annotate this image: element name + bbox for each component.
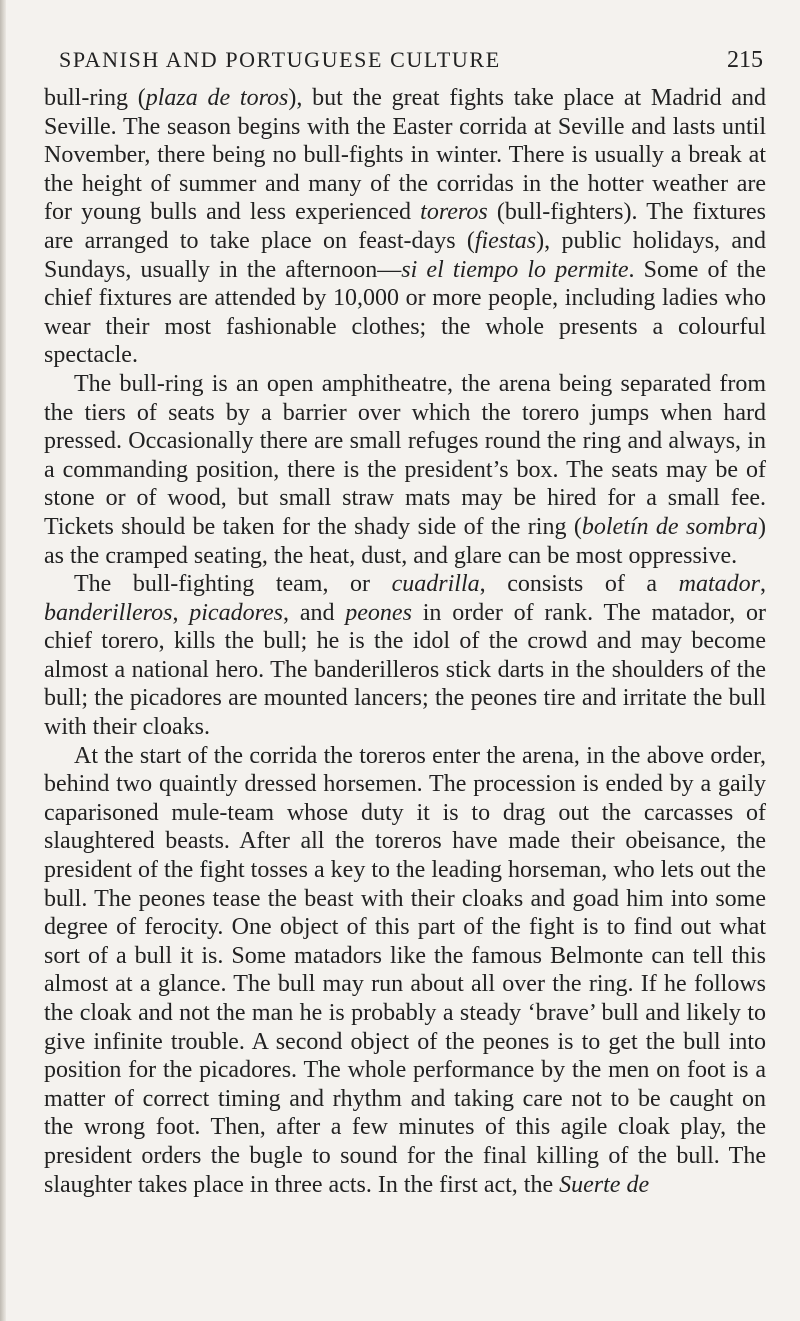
running-title: SPANISH AND PORTUGUESE CULTURE [59, 47, 501, 72]
italic-term: Suerte de [559, 1171, 650, 1198]
text-run: ), public holidays, and Sundays, usually in the afternoon— [44, 227, 766, 283]
text-run: bull-ring ( [44, 85, 146, 111]
italic-term: picadores [189, 599, 284, 626]
text-run: The bull-fighting team, or [74, 571, 392, 598]
italic-term: toreros [420, 199, 488, 226]
text-run: , consists of a [479, 571, 679, 598]
italic-term: boletín de sombra [581, 513, 758, 540]
text-run: The bull-ring is an open amphitheatre, the arena being separated from the tiers of seats by a barrier over which the torero jumps when hard pressed. Occasionally there are small refuges round the ring and always, in a commanding position, there is the president’s box. The seats may be of stone or of wood, but small straw mats may be hired for a small fee. Tickets should be taken for the shady side of the ring ( [44, 370, 766, 540]
italic-term: banderilleros [44, 599, 173, 626]
italic-term: peones [345, 599, 412, 626]
paragraph [44, 570, 766, 742]
text-run: . Some of the chief fixtures are attended by 10,000 or more people, including ladies who wear their most fashionable clothes; the whole presents a colourful spectacle. [44, 256, 766, 369]
body-text [44, 84, 766, 1199]
page-number: 215 [727, 47, 763, 73]
paragraph [44, 742, 766, 1200]
text-run: , [172, 599, 190, 626]
italic-term: fiestas [474, 227, 537, 254]
text-run: At the start of the corrida the toreros enter the arena, in the above order, behind two quaintly dressed horsemen. The procession is ended by a gaily caparisoned mule-team whose duty it is to drag out the carcasses of slaughtered beasts. After all the toreros have made their obeisance, the president of the fight tosses a key to the leading horseman, who lets out the bull. The peones tease the beast with their cloaks and goad him into some degree of ferocity. One object of this part of the fight is to find out what sort of a bull it is. Some matadors like the famous Belmonte can tell this almost at a glance. The bull may run about all over the ring. If he follows the cloak and not the man he is probably a steady ‘brave’ bull and likely to give infinite trouble. A second object of the peones is to get the bull into position for the picadores. The whole performance by the men on foot is a matter of correct timing and rhythm and taking care not to be caught on the wrong foot. Then, after a few minutes of this agile cloak play, the president orders the bugle to sound for the final killing of the bull. The slaughter takes place in three acts. In the first act, the [44, 742, 766, 1198]
text-run: ), but the great fights take place at Madrid and Seville. The season begins with the Easter corrida at Seville and lasts until November, there being no bull-fights in winter. There is usually a break at the height of summer and many of the corridas in the hotter weather are for young bulls and less experienced [44, 85, 766, 226]
italic-term: matador [678, 571, 760, 598]
text-run: ) as the cramped seating, the heat, dust, and glare can be most oppressive. [44, 513, 766, 569]
page-gutter-shadow [0, 0, 6, 1321]
text-run: , [760, 571, 766, 598]
italic-term: plaza de toros [145, 85, 289, 111]
italic-term: cuadrilla [391, 571, 480, 598]
paragraph [44, 84, 766, 370]
italic-term: si el tiempo lo permite [401, 256, 629, 283]
text-run: in order of rank. The matador, or chief torero, kills the bull; he is the idol of the crowd and may become almost a national hero. The banderilleros stick darts in the shoulders of the bull; the picadores are mounted lancers; the peones tire and irritate the bull with their cloaks. [44, 599, 767, 741]
running-head [59, 47, 763, 81]
paragraph [44, 370, 766, 570]
text-run: , and [283, 599, 346, 626]
text-run: (bull-fighters). The fixtures are arranged to take place on feast-days ( [44, 199, 766, 254]
